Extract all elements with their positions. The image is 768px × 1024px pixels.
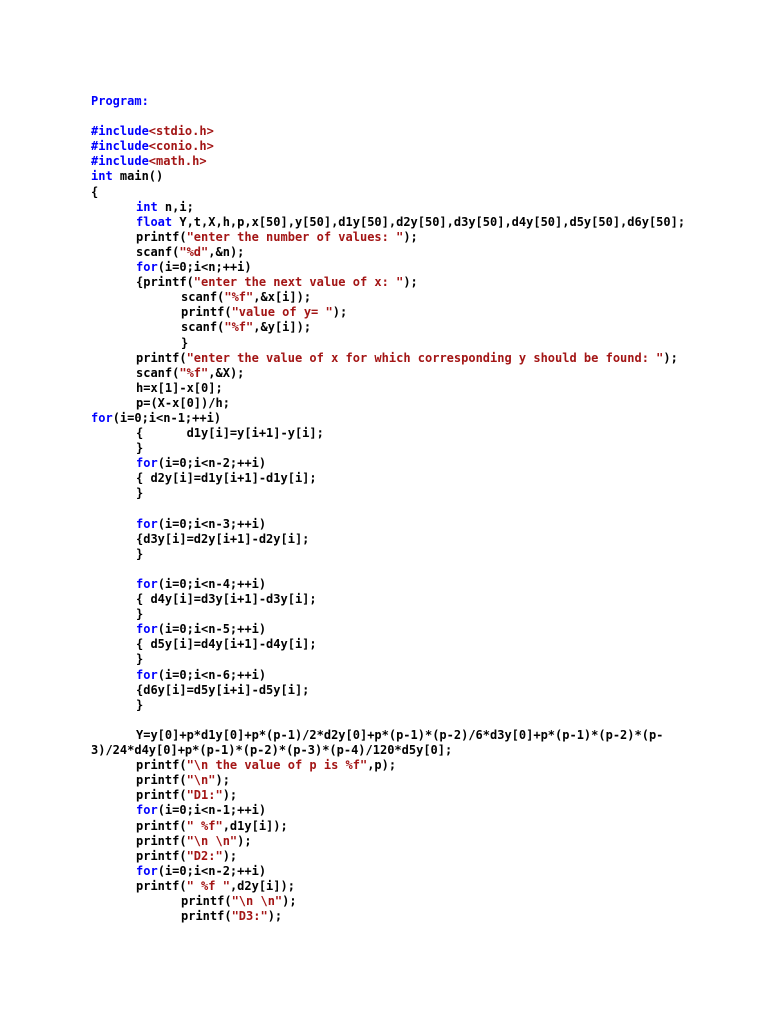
keyword-token: for [136,260,158,275]
string-token: "\n" [186,773,216,788]
string-token: <stdio.h> [148,124,214,139]
code-line [0,849,768,864]
keyword-token: #include [91,154,149,169]
code-line [0,426,768,441]
program-heading: Program: [91,94,149,108]
blank-line [0,109,768,124]
code-token: (i=0;i<n-1;++i) [112,410,222,425]
code-token: (i=0;i<n-2;++i) [157,456,267,471]
code-line [0,381,768,396]
string-token: "value of y= " [231,305,333,320]
code-token: (i=0;i<n-2;++i) [157,863,267,878]
code-line [0,592,768,607]
code-token: ,d1y[i]); [222,818,288,833]
string-token: "%f" [224,290,254,305]
code-token: n,i; [157,199,194,214]
code-line [0,456,768,471]
keyword-token: for [136,803,158,818]
code-line [0,245,768,260]
code-line [0,185,768,200]
code-token: ); [222,848,238,863]
code-token: ); [403,275,418,290]
code-token: ,&n); [208,244,245,259]
code-token: (i=0;i<n-3;++i) [157,516,267,531]
code-token: } [136,607,144,622]
keyword-token: for [136,622,158,637]
code-token: printf( [136,848,187,863]
code-token: scanf( [181,290,225,305]
string-token: "%f" [224,320,254,335]
code-token: printf( [181,305,232,320]
code-token: printf( [136,878,187,893]
code-line [0,864,768,879]
code-line [0,758,768,773]
code-line [0,230,768,245]
keyword-token: for [136,456,158,471]
code-token: 3)/24*d4y[0]+p*(p-1)*(p-2)*(p-3)*(p-4)/120*d5y[0]; [91,743,453,758]
code-line [0,652,768,667]
code-line [0,637,768,652]
code-line [0,396,768,411]
code-line [0,683,768,698]
code-token: } [136,546,144,561]
code-line [0,894,768,909]
code-token: ); [267,909,283,924]
code-line [0,698,768,713]
code-line [0,622,768,637]
code-token: ); [403,229,418,244]
code-line [0,879,768,894]
code-line [0,803,768,818]
keyword-token: float [136,214,173,229]
code-token: } [136,697,144,712]
code-token: p=(X-x[0])/h; [136,395,230,410]
code-line [0,788,768,803]
code-line [0,351,768,366]
keyword-token: #include [91,124,149,139]
code-token: printf( [181,909,232,924]
code-line [0,260,768,275]
code-line [0,743,768,758]
code-listing [0,124,768,924]
keyword-token: for [136,667,158,682]
string-token: "%d" [179,244,209,259]
code-token: printf( [136,833,187,848]
code-token: ,&x[i]); [253,290,312,305]
code-token: {d3y[i]=d2y[i+1]-d2y[i]; [136,531,310,546]
string-token: "D2:" [186,848,223,863]
code-token: scanf( [136,365,180,380]
string-token: <conio.h> [148,139,214,154]
code-token: printf( [181,893,232,908]
code-token: ); [237,833,252,848]
code-line [0,532,768,547]
code-token: ); [215,773,230,788]
code-token: printf( [136,229,187,244]
blank-line [0,502,768,517]
code-line [0,909,768,924]
blank-line [0,562,768,577]
code-token: printf( [136,350,187,365]
code-token: h=x[1]-x[0]; [136,380,223,395]
code-token: ,p); [367,758,397,773]
code-line [0,486,768,501]
code-token: } [136,441,144,456]
code-line [0,366,768,381]
code-token: printf( [136,788,187,803]
code-token: main() [112,169,164,184]
code-token: (i=0;i<n-6;++i) [157,667,267,682]
code-line [0,517,768,532]
string-token: "enter the value of x for which corresponding y should be found: " [186,350,664,365]
code-token: { [91,184,99,199]
code-token: { d2y[i]=d1y[i+1]-d1y[i]; [136,471,317,486]
code-line [0,124,768,139]
code-token: { d4y[i]=d3y[i+1]-d3y[i]; [136,592,317,607]
code-token: ); [282,893,297,908]
string-token: "\n \n" [186,833,238,848]
keyword-token: int [91,169,113,184]
code-line [0,819,768,834]
code-line [0,728,768,743]
string-token: "%f" [179,365,209,380]
code-line [0,547,768,562]
code-token: } [136,652,144,667]
code-token: scanf( [136,244,180,259]
code-line [0,577,768,592]
code-line [0,215,768,230]
code-token: ); [222,788,238,803]
code-token: { d5y[i]=d4y[i+1]-d4y[i]; [136,637,317,652]
code-token: Y=y[0]+p*d1y[0]+p*(p-1)/2*d2y[0]+p*(p-1)*(p-2)/6*d3y[0]+p*(p-1)*(p-2)*(p- [136,727,664,742]
code-token: } [136,486,144,501]
code-line [0,607,768,622]
keyword-token: int [136,199,158,214]
code-token: } [181,335,189,350]
code-token: (i=0;i<n-5;++i) [157,622,267,637]
code-token: ,&X); [208,365,245,380]
code-token: printf( [136,758,187,773]
code-token: scanf( [181,320,225,335]
code-line [0,441,768,456]
code-line [0,773,768,788]
code-line [0,471,768,486]
string-token: "enter the number of values: " [186,229,404,244]
code-line [0,290,768,305]
keyword-token: for [136,516,158,531]
blank-line [0,713,768,728]
code-token: (i=0;i<n;++i) [157,260,252,275]
code-token: (i=0;i<n-4;++i) [157,577,267,591]
code-line [0,169,768,184]
code-token: (i=0;i<n-1;++i) [157,803,267,818]
string-token: "\n \n" [231,893,283,908]
keyword-token: for [91,410,113,425]
code-line [0,320,768,335]
code-line [0,834,768,849]
code-token: ); [332,305,348,320]
string-token: <math.h> [148,154,207,169]
code-token: {printf( [136,275,194,290]
code-token: printf( [136,818,187,833]
string-token: " %f" [186,818,223,833]
code-token: printf( [136,773,187,788]
string-token: "D1:" [186,788,223,803]
code-line [0,336,768,351]
code-token: {d6y[i]=d5y[i+i]-d5y[i]; [136,682,310,697]
code-token: { d1y[i]=y[i+1]-y[i]; [136,426,324,441]
code-line [0,154,768,169]
code-token: ); [663,350,678,365]
code-document [0,94,768,924]
code-line [0,139,768,154]
keyword-token: for [136,863,158,878]
string-token: " %f " [186,878,230,893]
code-token: Y,t,X,h,p,x[50],y[50],d1y[50],d2y[50],d3y[50],d4y[50],d5y[50],d6y[50]; [172,214,686,229]
code-token: ,d2y[i]); [229,878,295,893]
code-line [0,200,768,215]
string-token: "enter the next value of x: " [193,275,404,290]
keyword-token: for [136,577,158,591]
code-token: ,&y[i]); [253,320,312,335]
code-line [0,275,768,290]
keyword-token: #include [91,139,149,154]
code-line [0,411,768,426]
code-line [0,668,768,683]
string-token: "\n the value of p is %f" [186,758,368,773]
code-line [0,305,768,320]
string-token: "D3:" [231,909,268,924]
